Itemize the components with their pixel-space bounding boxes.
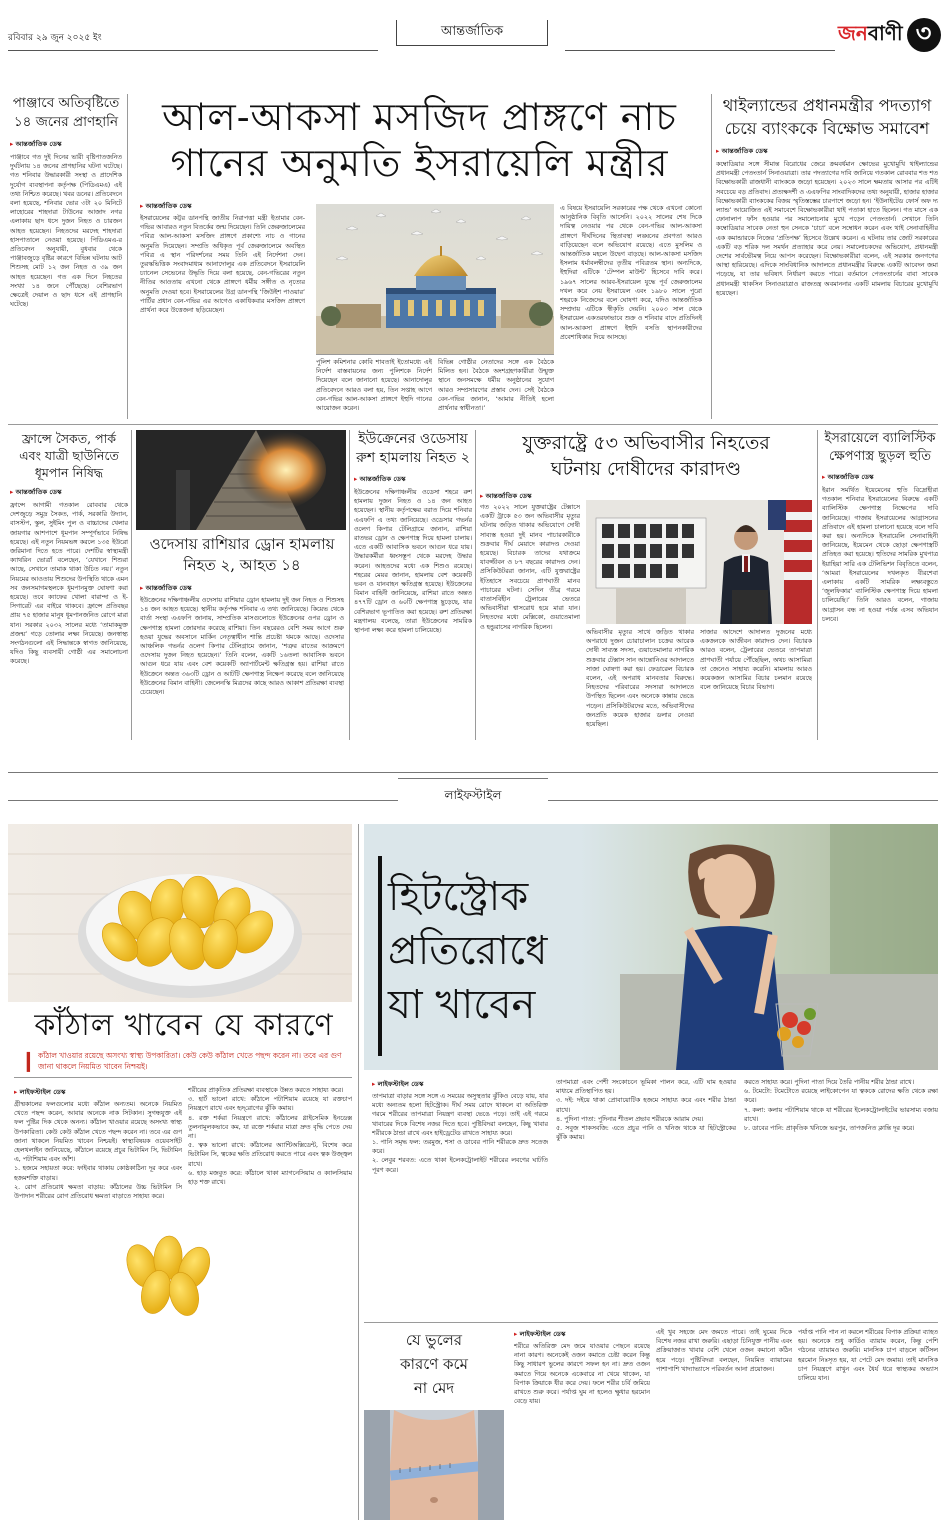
logo-part-2: বাণী xyxy=(867,20,903,45)
odessa-small-headline: ইউক্রেনের ওডেসায় রুশ হামলায় নিহত ২ xyxy=(356,431,470,466)
woman-heat-image xyxy=(580,824,938,1070)
france-body: ফ্রান্সে আগামী গতকাল রোববার থেকে দেশজুড়ে সমুদ্র সৈকত, পার্ক, সরকারি উদ্যান, বাসস্টপ, স্কুল, সুইমিং পুল ও বাচ্চাদের খেলার জায়গার আশপাশে ধূমপান সম্পূর্ণভাবে নিষিদ্ধ হয়েছে। এই নতুন নিয়মভঙ্গ করলে ১৩৫ ইউরো জরিমানা দিতে হতে পারে। দেশটির স্বাস্থ্যমন্ত্রী ক্যাথরিন ভোত্রাঁ বলেছেন, ‘যেখানে শিশুরা আছে, সেখানে তামাক থাকা উচিত নয়।’ নতুন নিয়মের আওতায় শিশুদের উপস্থিতি থাকে এমন সব জনসমাগমস্থলকে ধূমপানমুক্ত ঘোষণা করা হয়েছে। তবে ক্যাফের খোলা বারান্দা ও ই-সিগারেট এর বাইরে থাকবে। ফ্রান্সে প্রতিবছর প্রায় ৭৫ হাজার মানুষ ধূমপানজনিত রোগে মারা যান। সরকার ২০৩২ সালের মধ্যে ‘তামাকমুক্ত প্রজন্ম’ গড়ে তোলার লক্ষ্য নিয়েছে। জনস্বাস্থ্য সংগঠনগুলো এই সিদ্ধান্তকে স্বাগত জানিয়েছে, যদিও কিছু ব্যবসায়ী গোষ্ঠী এর সমালোচনা করেছে। xyxy=(10,502,128,666)
odessa-drone-byline: ▸ আন্তর্জাতিক ডেস্ক xyxy=(140,582,192,594)
jackfruit-intro-box xyxy=(14,1050,352,1078)
lifestyle-section-bar xyxy=(8,748,938,804)
story-usa xyxy=(480,430,812,742)
odessa-drone-body: ইউক্রেনের দক্ষিণাঞ্চলীয় ওদেসায় রাশিয়ার ড্রোন হামলায় দুই জন নিহত ও শিশুসহ ১৪ জন আহত হয়েছে। স্থানীয় কর্তৃপক্ষ শনিবার এ তথ্য জানিয়েছে। কিয়েভ থেকে বার্তা সংস্থা এএফপি জানায়, সাম্প্রতিক মাসগুলোতে ইউক্রেনের ওপর ড্রোন ও ক্ষেপণাস্ত্র হামলা জোরদার করেছে রাশিয়া। তিন বছরেরও বেশি সময় আগে শুরু হওয়া যুদ্ধের অবসানে মার্কিন নেতৃত্বাধীন শান্তি প্রচেষ্টা থমকে আছে। ওদেসার আঞ্চলিক গভর্নর ওলেগ কিপার টেলিগ্রামে জানান, ‘শত্রুর রাতের আক্রমণে ওদেসায় দুজন নিহত হয়েছেন।’ তিনি বলেন, একটি ১৬তলা আবাসিক ভবনে আগুন ধরে যায় এবং বেশ কয়েকটি অ্যাপার্টমেন্ট ক্ষতিগ্রস্ত হয়। রাশিয়া রাতে ইউক্রেনে অন্তত ৩৬৩টি ড্রোন ও আটটি ক্ষেপণাস্ত্র নিক্ষেপ করেছে বলে জানিয়েছে ইউক্রেনের বিমান বাহিনী। জেলেনস্কি মিত্রদের কাছে আরও আকাশ প্রতিরক্ষা ব্যবস্থা চেয়েছেন। xyxy=(140,597,344,697)
story-thailand xyxy=(716,94,938,404)
heatstroke-byline: ▸ লাইফস্টাইল ডেস্ক xyxy=(372,1078,424,1090)
photo-divider xyxy=(316,354,554,355)
aqsa-byline: ▸ আন্তর্জাতিক ডেস্ক xyxy=(140,200,192,212)
heatstroke-headline-1: হিটস্ট্রোক xyxy=(388,874,529,920)
story-aqsa xyxy=(132,94,707,424)
thailand-headline: থাইল্যান্ডের প্রধানমন্ত্রীর পদত্যাগ চেয়ে ব্যাংককে বিক্ষোভ সমাবেশ xyxy=(722,96,932,138)
fat-byline: ▸ লাইফস্টাইল ডেস্ক xyxy=(514,1328,566,1340)
heatstroke-col-2: তাপমাত্রা এবং পেশী সংকোচনে ভূমিকা পালন করে, এটি ঘাম হওয়ার মাধ্যমে প্রতিস্থাপিত হয়। ৩. দই: দইয়ে থাকা প্রোবায়োটিক হজমে সাহায্য করে এবং শরীর ঠান্ডা রাখে। ৪. পুদিনা পাতা: পুদিনার শীতল প্রভাব শরীরকে আরাম দেয়। ৫. সবুজ শাকসবজি: এতে প্রচুর পানি ও খনিজ থাকে যা হিটস্ট্রোকের ঝুঁকি কমায়। xyxy=(556,1079,736,1142)
story-france xyxy=(10,430,128,781)
france-byline: ▸ আন্তর্জাতিক ডেস্ক xyxy=(10,486,128,498)
jackfruit-col-1: গ্রীষ্মকালের ফলগুলোর মধ্যে কাঁঠাল অন্যতম। অনেকে নিয়মিত খেতে পছন্দ করেন, আবার অনেকে নাক সিটকান। সুগন্ধযুক্ত এই ফল পুষ্টির দিক থেকে অনন্য। কাঁঠাল খাওয়ার রয়েছে অসংখ্য স্বাস্থ্য উপকারিতা। কেউ কেউ কাঁঠাল খেতে পছন্দ করেন না। তবে এর গুণ জানা থাকলে নিয়মিত খাবেন নিশ্চয়ই। স্বাস্থ্যবিষয়ক ওয়েবসাইট হেলথলাইন জানিয়েছে, কাঁঠালে রয়েছে প্রচুর ভিটামিন সি, ভিটামিন এ, পটাশিয়াম এবং আঁশ। ১. হজমে সহায়তা করে: ফাইবার থাকায় কোষ্ঠকাঠিন্য দূর করে এবং হজমশক্তি বাড়ায়। ২. রোগ প্রতিরোধ ক্ষমতা বাড়ায়: কাঁঠালের উচ্চ ভিটামিন সি উপাদান শরীরের রোগ প্রতিরোধ ক্ষমতা বাড়াতে সাহায্য করে। xyxy=(14,1101,182,1201)
fat-col-1: শরীরে অতিরিক্ত মেদ জমে যাওয়ার পেছনে রয়েছে নানা কারণ। অনেকেই ওজন কমাতে চেষ্টা করেন কিন্তু কিছু সাধারণ ভুলের কারণে সফল হন না। দ্রুত ওজন কমাতে গিয়ে অনেকে একেবারে না খেয়ে থাকেন, যা বিপাক ক্রিয়াকে ধীর করে দেয়। ফলে শরীর চর্বি জমিয়ে রাখতে শুরু করে। পর্যাপ্ত ঘুম না হলেও ক্ষুধার হরমোন বেড়ে যায়। xyxy=(514,1343,650,1406)
jackfruit-byline: ▸ লাইফস্টাইল ডেস্ক xyxy=(14,1086,66,1098)
burning-building-image xyxy=(136,430,346,530)
france-headline: ফ্রান্সে সৈকত, পার্ক এবং যাত্রী ছাউনিতে ধূমপান নিষিদ্ধ xyxy=(19,431,119,480)
usa-byline: ▸ আন্তর্জাতিক ডেস্ক xyxy=(480,490,532,502)
heatstroke-col-3: করতে সাহায্য করে। পুদিনা পাতা দিয়ে তৈরি পানীয় শরীর ঠান্ডা রাখে। ৬. টমেটো: টমেটোতে রয়েছে লাইকোপেন যা ত্বককে রোদের ক্ষতি থেকে রক্ষা করে। ৭. কলা: কলায় পটাশিয়াম থাকে যা শরীরের ইলেকট্রোলাইটের ভারসাম্য বজায় রাখে। ৮. ডাবের পানি: প্রাকৃতিক খনিজে ভরপুর, তাপজনিত ক্লান্তি দূর করে। xyxy=(744,1079,938,1133)
odessa-small-body: ইউক্রেনের দক্ষিণাঞ্চলীয় ওডেসা শহরে রুশ হামলায় দুজন নিহত ও ১৪ জন আহত হয়েছেন। স্থানীয় কর্তৃপক্ষের বরাত দিয়ে শনিবার এএফপি এ তথ্য জানিয়েছে। ওডেসার গভর্নর ওলেগ কিপার টেলিগ্রামে জানান, রাশিয়া রাতভর ড্রোন ও ক্ষেপণাস্ত্র দিয়ে হামলা চালায়। এতে একটি আবাসিক ভবনে আগুন ধরে যায়। উদ্ধারকর্মীরা ধ্বংসস্তূপ থেকে মরদেহ উদ্ধার করেন। আহতদের মধ্যে এক শিশুও রয়েছে। শহরের মেয়র জানান, হামলায় বেশ কয়েকটি ভবন ও যানবাহন ক্ষতিগ্রস্ত হয়েছে। ইউক্রেনের বিমান বাহিনী জানিয়েছে, রাশিয়া রাতে অন্তত ৪৭৭টি ড্রোন ও ৬০টি ক্ষেপণাস্ত্র ছুড়েছে, যার বেশিরভাগ ভূপাতিত করা হয়েছে। রুশ প্রতিরক্ষা মন্ত্রণালয় বলেছে, তারা ইউক্রেনের সামরিক স্থাপনা লক্ষ্য করে হামলা চালিয়েছে। xyxy=(354,489,472,635)
jackfruit-headline: কাঁঠাল খাবেন যে কারণে xyxy=(34,1008,334,1043)
usa-col-3: সাজার আদেশে আদালত দুজনের মধ্যে একজনকে আজীবন কারাদণ্ড দেন। বিচারক আরও বলেন, ট্রেলারের ভেতরে তাপমাত্রা প্রাণঘাতী পর্যায়ে পৌঁছেছিল, অথচ আসামিরা তা জেনেও সাহায্য করেনি। মামলায় আরও কয়েকজন আসামির বিচার চলমান রয়েছে বলে জানিয়েছে বিচার বিভাগ। xyxy=(700,629,812,692)
fat-headline-box xyxy=(364,1328,504,1408)
waist-measure-image xyxy=(364,1410,504,1520)
heatstroke-banner xyxy=(364,824,938,1070)
jackfruit-intro: কাঁঠাল খাওয়ার রয়েছে অসংখ্য স্বাস্থ্য উপকারিতা। কেউ কেউ কাঁঠাল খেতে পছন্দ করেন না। তবে এর গুণ জানা থাকলে নিয়মিত খাবেন নিশ্চয়ই। xyxy=(38,1051,342,1071)
page-number: ৩ xyxy=(907,18,941,52)
section-title: আন্তর্জাতিক xyxy=(440,24,504,39)
story-fat xyxy=(364,1328,938,1520)
dome-of-the-rock-image xyxy=(316,204,554,354)
punjab-body: পাঞ্জাবে গত দুই দিনের ভারী বৃষ্টিপাতজনিত দুর্ঘটনায় ১৪ জনের প্রাণহানির ঘটনা ঘটেছে। গত শনিবার উদ্ধারকারী সংস্থা ও প্রাদেশিক দুর্যোগ ব্যবস্থাপনা কর্তৃপক্ষ (পিডিএমএ) এই তথ্য নিশ্চিত করেছে। খবর ডনের। প্রতিবেদনে বলা হয়েছে, শনিবার ভোর ৩টা ২০ মিনিটে লাহোরের শাহদারা টাউনের আজাদ নগর এলাকায় ছাদ ধসে দুজন নিহত ও চারজন আহত হয়েছেন। নিহতদের মরদেহ শাহদারা হাসপাতালে নেওয়া হয়েছে। পিডিএমএ-র প্রতিবেদন অনুযায়ী, বুধবার থেকে পাঞ্জাবজুড়ে বৃষ্টির কারণে বিভিন্ন ঘটনায় আট শিশুসহ মোট ১২ জন নিহত ও ৩৯ জন আহত হয়েছেন। গত এক দিনে নিহতের সংখ্যা ১৪ জনে পৌঁছেছে। বেশিরভাগ ক্ষেত্রেই দেয়াল ও ছাদ ধসে এই প্রাণহানি ঘটেছে। xyxy=(10,154,122,309)
fat-col-3: পর্যাপ্ত পানি পান না করলে শরীরের বিপাক প্রক্রিয়া ব্যাহত হয়। অনেকে শুধু কার্ডিও ব্যায়াম করেন, কিন্তু পেশি গঠনের ব্যায়ামও জরুরি। মানসিক চাপ বাড়লে কর্টিসল হরমোন নিঃসৃত হয়, যা পেটে মেদ জমায়। তাই মানসিক চাপ নিয়ন্ত্রণে রাখুন এবং ধৈর্য ধরে স্বাস্থ্যকর অভ্যাস চালিয়ে যান। xyxy=(798,1329,938,1383)
fat-headline-1: যে ভুলের xyxy=(405,1331,463,1349)
houthi-headline: ইসরায়েলে ব্যালিস্টিক ক্ষেপণাস্ত্র ছুড়ল হুতি xyxy=(824,431,936,464)
punjab-byline: ▸ আন্তর্জাতিক ডেস্ক xyxy=(10,138,122,150)
usa-headline-2: ঘটনায় দোষীদের কারাদণ্ড xyxy=(550,458,742,480)
issue-date: রবিবার ২৯ জুন ২০২৫ ইং xyxy=(8,33,102,43)
aqsa-col-1: ইসরায়েলের কট্টর ডানপন্থি জাতীয় নিরাপত্তা মন্ত্রী ইতামার বেন-গভির আবারও নতুন বিতর্কের জন্ম দিয়েছেন। তিনি জেরুজালেমের পবিত্র আল-আকসা মসজিদ প্রাঙ্গণে প্রকাশ্যে নাচ ও গানের অনুমতি দিয়েছেন। সম্প্রতি অধিকৃত পূর্ব জেরুজালেমে অবস্থিত পবিত্র এ স্থান পরিদর্শনের সময় তিনি এই নির্দেশনা দেন। তুরস্কভিত্তিক সংবাদমাধ্যম আনাদোলুর এক প্রতিবেদনে ইসরায়েলি চ্যানেল সেভেনের উদ্ধৃতি দিয়ে বলা হয়েছে, বেন-গভিরের নতুন নীতির আওতায় এখনো থেকে প্রাঙ্গণে ধর্মীয় সঙ্গীত ও নৃত্যের অনুমতি দেওয়া হবে। ইসরায়েলের উগ্র ডানপন্থি ‘জিউইশ পাওয়ার’ পার্টির প্রধান বেন-গভির এর আগেও একাধিকবার মসজিদ প্রাঙ্গণে প্রার্থনা করে উত্তেজনা ছড়িয়েছেন। xyxy=(140,215,305,315)
thailand-body: কম্বোডিয়ার সঙ্গে সীমান্ত বিরোধের জেরে ক্রমবর্ধমান ক্ষোভের মুখোমুখি থাইল্যান্ডের প্রধানমন্ত্রী পেতংতার্ন সিনাওয়াত্রা। তার পদত্যাগের দাবি জানিয়ে গতকাল রোববার শত শত বিক্ষোভকারী রাজধানী ব্যাংককে জড়ো হয়েছেন। ২০২৩ সালে ক্ষমতায় আসার পর এটিই সবচেয়ে বড় প্রতিবাদ। প্রত্যক্ষদর্শী ও এএফপির সাংবাদিকদের তথ্য অনুযায়ী, হাজার হাজার বিক্ষোভকারী ব্যাংককের বিজয় স্মৃতিস্তম্ভের চারপাশে জড়ো হন। ‘ইউনাইটেড ফোর্স অফ দ্য ল্যান্ড’ আয়োজিত এই সমাবেশে বিক্ষোভকারীরা থাই পতাকা হাতে ছিলেন। গত মাসে এক ফোনালাপ ফাঁস হওয়ার পর সমালোচনার মুখে পড়েন পেতংতার্ন। সেখানে তিনি কম্বোডিয়ার সাবেক নেতা হুন সেনকে ‘চাচা’ বলে সম্বোধন করেন এবং থাই সেনাবাহিনীর এক কমান্ডারকে নিজের ‘প্রতিপক্ষ’ হিসেবে উল্লেখ করেন। এ ঘটনায় তার জোট সরকারের একটি বড় শরিক দল সমর্থন প্রত্যাহার করে নেয়। সমালোচকদের অভিযোগ, প্রধানমন্ত্রী দেশের সার্বভৌমত্ব নিয়ে আপস করেছেন। বিক্ষোভকারীরা বলেন, এই সরকার জনগণের আস্থা হারিয়েছে। এদিকে সাংবিধানিক আদালতে প্রধানমন্ত্রীর বিরুদ্ধে একটি আবেদন জমা পড়েছে, যা তার ভবিষ্যৎ নির্ধারণ করতে পারে। বর্তমানে পেতংতার্নের বাবা সাবেক প্রধানমন্ত্রী থাকসিন সিনাওয়াত্রাও রাজতন্ত্র অবমাননার একটি মামলায় বিচারের মুখোমুখি হয়েছেন। xyxy=(716,161,938,297)
heatstroke-col-1: তাপমাত্রা বাড়ার সঙ্গে সঙ্গে এ সময়ের অসুস্থতার ঝুঁকিও বেড়ে যায়, যার মধ্যে অন্যতম হলো হিটস্ট্রোক। দীর্ঘ সময় রোদে থাকলে বা অতিরিক্ত গরমে শরীরের তাপমাত্রা নিয়ন্ত্রণ ব্যবস্থা ভেঙে পড়ে। তাই এই গরমে খাবারের দিকে বিশেষ নজর দিতে হবে। পুষ্টিবিদরা বলছেন, কিছু খাবার শরীরকে ঠান্ডা রাখে এবং হাইড্রেটেড রাখতে সাহায্য করে। ১. পানি সমৃদ্ধ ফল: তরমুজ, শসা ও ডাবের পানি শরীরকে দ্রুত সতেজ করে। ২. লেবুর শরবত: এতে থাকা ইলেকট্রোলাইট শরীরের লবণের ঘাটতি পূরণ করে। xyxy=(372,1093,548,1174)
story-odessa-small xyxy=(354,430,472,723)
story-punjab xyxy=(10,94,122,471)
aqsa-col-3: এ বিষয়ে ইসরায়েলি সরকারের পক্ষ থেকে এখনো কোনো আনুষ্ঠানিক বিবৃতি আসেনি। ২০২২ সালের শেষ দিকে দায়িত্ব নেওয়ার পর থেকে বেন-গভির আল-আকসা প্রাঙ্গণে দীর্ঘদিনের স্থিতাবস্থা লঙ্ঘনের প্রবণতা আরও বাড়িয়েছেন বলে অভিযোগ রয়েছে। এতে মুসলিম ও আন্তর্জাতিক মহলে উদ্বেগ বাড়ছে। আল-আকসা মসজিদ ইসলাম ধর্মাবলম্বীদের তৃতীয় পবিত্রতম স্থান। অন্যদিকে, ইহুদিরা এটিকে ‘টেম্পল মাউন্ট’ হিসেবে দাবি করে। ১৯৬৭ সালের আরব-ইসরায়েল যুদ্ধে পূর্ব জেরুজালেম দখল করে নেয় ইসরায়েল এবং ১৯৮০ সালে পুরো শহরকে নিজেদের বলে ঘোষণা করে, যদিও আন্তর্জাতিক সম্প্রদায় এটিকে স্বীকৃতি দেয়নি। ২০০৩ সাল থেকে ইসরায়েল একতরফাভাবে শুক্র ও শনিবার বাদে প্রতিদিনই আল-আকসা প্রাঙ্গণে ইহুদি বসতি স্থাপনকারীদের প্রবেশাধিকার দিয়ে আসছে। xyxy=(560,205,702,341)
aqsa-headline-1: আল-আকসা মসজিদ প্রাঙ্গণে নাচ xyxy=(162,95,677,139)
houthi-body: ইরান সমর্থিত ইয়েমেনের হুতি বিদ্রোহীরা গতকাল শনিবার ইসরায়েলের বিরুদ্ধে একটি ব্যালিস্টিক ক্ষেপণাস্ত্র নিক্ষেপের দাবি জানিয়েছে। গাজায় ইসরায়েলের আগ্রাসনের প্রতিবাদে এই হামলা চালানো হয়েছে বলে দাবি করা হয়। অন্যদিকে ইসরায়েলি সেনাবাহিনী জানিয়েছে, ইয়েমেন থেকে ছোড়া ক্ষেপণাস্ত্রটি প্রতিহত করা হয়েছে। হুতিদের সামরিক মুখপাত্র ইয়াহিয়া সারি এক টেলিভিশন বিবৃতিতে বলেন, ‘আমরা ইসরায়েলের দখলকৃত বীরশেবা এলাকায় একটি সামরিক লক্ষ্যবস্তুতে ‘জুলফিকার’ ব্যালিস্টিক ক্ষেপণাস্ত্র দিয়ে হামলা চালিয়েছি।’ তিনি আরও বলেন, গাজায় আগ্রাসন বন্ধ না হওয়া পর্যন্ত এসব অভিযান চলবে। xyxy=(822,487,938,623)
usa-col-1: গত ২০২২ সালে যুক্তরাষ্ট্রের টেক্সাসে একটি ট্রাকে ৫৩ জন অভিবাসীর মৃত্যুর ঘটনায় জড়িত থাকার অভিযোগে দোষী সাব্যস্ত হওয়া দুই মানব পাচারকারীকে শুক্রবার দীর্ঘ মেয়াদে কারাদণ্ড দেওয়া হয়েছে। বিচারক তাদের যথাক্রমে যাবজ্জীবন ও ৮৭ বছরের কারাদণ্ড দেন। প্রসিকিউটররা জানান, এটি যুক্তরাষ্ট্রের ইতিহাসে সবচেয়ে প্রাণঘাতী মানব পাচারের ঘটনা। সেদিন তীব্র গরমে বাতাসবিহীন ট্রেলারের ভেতরে অভিবাসীরা শ্বাসরোধ হয়ে মারা যান। নিহতদের মধ্যে মেক্সিকো, গুয়াতেমালা ও হন্ডুরাসের নাগরিক ছিলেন। xyxy=(480,504,580,631)
quote-mark-icon: ❙ xyxy=(20,1048,37,1072)
odessa-drone-headline: ওদেসায় রাশিয়ার ড্রোন হামলায় নিহত ২, আহত ১৪ xyxy=(149,535,335,574)
jackfruit-bowl-image xyxy=(8,824,352,1002)
punjab-headline: পাঞ্জাবে অতিবৃষ্টিতে ১৪ জনের প্রাণহানি xyxy=(12,95,120,130)
fat-headline-3: না মেদ xyxy=(413,1379,455,1397)
aqsa-caption-1: পুলিশ কমিশনার কোবি শাবতাই ইতোমধ্যে এই নির্দেশ বাস্তবায়নের জন্য পুলিশকে নির্দেশ দিয়েছেন বলে জানানো হয়েছে। আনাদোলুর প্রতিবেদনে আরও বলা হয়, তিন সপ্তাহ আগে বেন-গভির আল-আকসা প্রাঙ্গণে ইহুদি গানের আয়োজন করেন। xyxy=(316,359,432,413)
fat-col-2: এই খুব সহজে মেদ জমতে পারে। তাই ঘুমের দিকে বিশেষ নজর রাখা জরুরি। এছাড়া চিনিযুক্ত পানীয় এবং প্রক্রিয়াজাত খাবার বেশি খেলে ওজন কমানো কঠিন হয়ে পড়ে। পুষ্টিবিদরা বলছেন, নিয়মিত ব্যায়ামের পাশাপাশি খাদ্যাভ্যাসে পরিবর্তন আনা প্রয়োজন। xyxy=(656,1329,792,1373)
heatstroke-headline-2: প্রতিরোধে xyxy=(388,928,548,974)
section-tab xyxy=(396,20,548,46)
lifestyle-section-title: লাইফস্টাইল xyxy=(398,787,548,807)
press-conference-image xyxy=(586,500,812,624)
story-houthi xyxy=(822,430,938,736)
aqsa-headline-2: গানের অনুমতি ইসরায়েলি মন্ত্রীর xyxy=(170,141,669,185)
logo-part-1: জন xyxy=(838,20,868,45)
houthi-byline: ▸ আন্তর্জাতিক ডেস্ক xyxy=(822,471,938,483)
odessa-small-byline: ▸ আন্তর্জাতিক ডেস্ক xyxy=(354,473,472,485)
usa-headline-1: যুক্তরাষ্ট্রে ৫৩ অভিবাসীর নিহতের xyxy=(522,432,770,454)
heatstroke-headline-3: যা খাবেন xyxy=(388,982,536,1028)
aqsa-caption-2: বিভিন্ন গোষ্ঠীর নেতাদের সঙ্গে এক বৈঠকে মিলিত হন। বৈঠকে অংশগ্রহণকারীরা উন্মুক্ত স্থানে জনসমক্ষে ধর্মীয় অনুষ্ঠানের সুযোগ আরও সম্প্রসারণের প্রস্তাব দেন। সেই বৈঠকে বেন-গভির জানান, ‘আমার নীতিই হলো প্রার্থনার স্বাধীনতা।’ xyxy=(438,359,554,413)
paper-logo xyxy=(838,18,941,52)
masthead xyxy=(0,0,945,90)
thailand-byline: ▸ আন্তর্জাতিক ডেস্ক xyxy=(716,145,938,157)
fat-headline-2: কারণে কমে xyxy=(400,1355,468,1373)
jackfruit-col-2: শরীরের প্রাকৃতিক প্রতিরক্ষা ব্যবস্থাকে উন্নত করতে সাহায্য করে। ৩. হার্ট ভালো রাখে: কাঁঠালে পটাশিয়াম রয়েছে যা রক্তচাপ নিয়ন্ত্রণে রাখে এবং হৃদ্‌রোগের ঝুঁকি কমায়। ৪. রক্ত শর্করা নিয়ন্ত্রণে রাখে: কাঁঠালের গ্লাইসেমিক ইনডেক্স তুলনামূলকভাবে কম, যা রক্তে শর্করার মাত্রা দ্রুত বৃদ্ধি পেতে দেয় না। ৫. ত্বক ভালো রাখে: কাঁঠালের অ্যান্টিঅক্সিডেন্ট, বিশেষ করে ভিটামিন সি, ত্বকের ক্ষতি প্রতিরোধ করতে পারে এবং ত্বক উজ্জ্বল রাখে। ৬. হাড় মজবুত করে: কাঁঠালে থাকা ম্যাগনেসিয়াম ও ক্যালসিয়াম হাড় শক্ত রাখে। xyxy=(188,1087,352,1187)
usa-col-2: অভিবাসীর মৃত্যুর সাথে জড়িত থাকার অপরাধে দুজন চোরাচালান চক্রের আরেক দোষী সাব্যস্ত সদস্য, গুয়াতেমালার নাগরিক শুক্রবার টেক্সাস সান আন্তোনিওর আদালতে সাজা ঘোষণা করা হয়। ফেডারেল বিচারক বলেন, এই অপরাধ মানবতার বিরুদ্ধে। নিহতদের পরিবারের সদস্যরা আদালতে উপস্থিত ছিলেন এবং অনেকে কান্নায় ভেঙে পড়েন। প্রসিকিউটরদের মতে, অভিবাসীদের জনপ্রতি কয়েক হাজার ডলার নেওয়া হয়েছিল। xyxy=(586,629,694,729)
